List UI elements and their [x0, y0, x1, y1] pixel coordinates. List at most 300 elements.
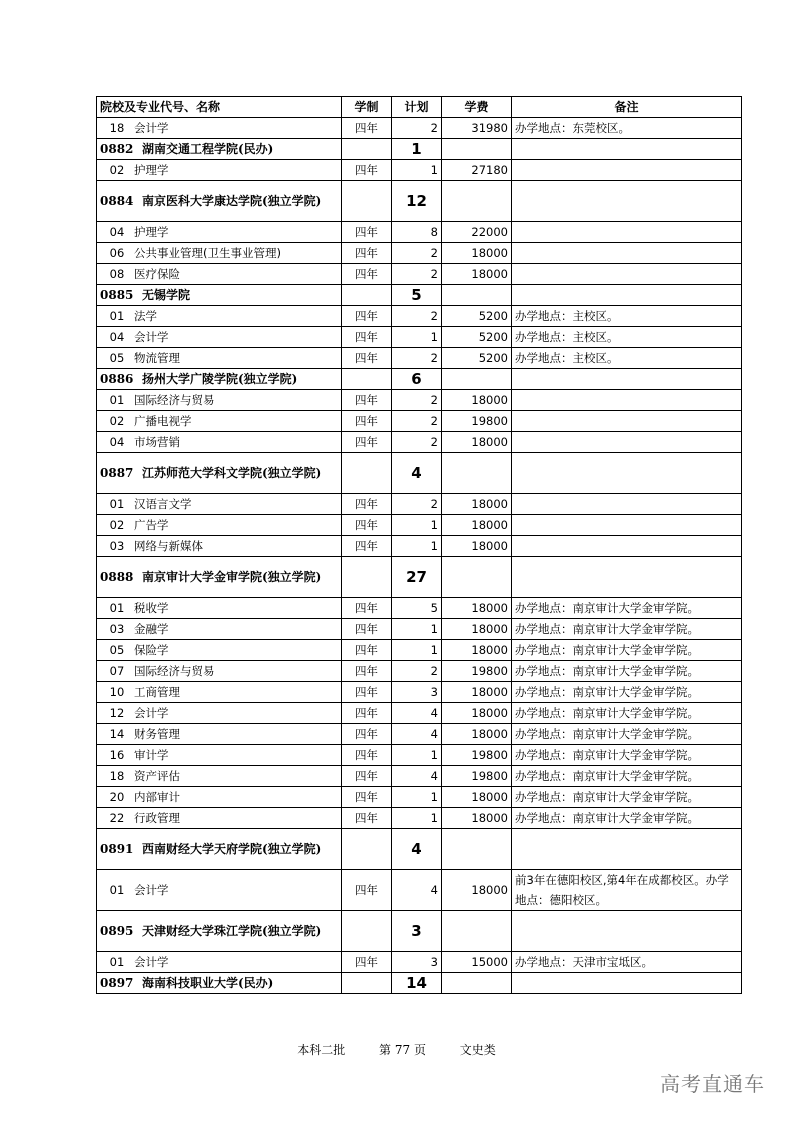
major-row [97, 160, 742, 181]
major-fee-cell: 5200 [442, 348, 512, 369]
major-name: 资产评估 [134, 769, 180, 783]
school-name: 南京医科大学康达学院(独立学院) [142, 194, 322, 208]
major-note-cell [512, 222, 742, 243]
major-length-cell: 四年 [342, 724, 392, 745]
school-fee-cell [442, 181, 512, 222]
major-name: 护理学 [134, 225, 169, 239]
major-fee-cell: 18000 [442, 787, 512, 808]
school-fee-cell [442, 557, 512, 598]
major-plan-cell: 2 [392, 661, 442, 682]
major-length-cell: 四年 [342, 870, 392, 911]
major-fee-cell: 31980 [442, 118, 512, 139]
school-plan-cell: 6 [392, 369, 442, 390]
school-note-cell [512, 285, 742, 306]
school-name-cell [97, 829, 342, 870]
school-plan-cell: 4 [392, 829, 442, 870]
page-footer [0, 1041, 793, 1058]
major-plan-cell: 8 [392, 222, 442, 243]
major-plan-cell: 2 [392, 494, 442, 515]
major-name-cell [97, 640, 342, 661]
major-fee-cell: 18000 [442, 264, 512, 285]
major-length-cell: 四年 [342, 536, 392, 557]
major-fee-cell: 18000 [442, 494, 512, 515]
major-length-cell: 四年 [342, 160, 392, 181]
major-code: 01 [109, 309, 125, 323]
major-name: 汉语言文学 [134, 497, 192, 511]
school-code: 0891 [100, 842, 134, 856]
school-row [97, 139, 742, 160]
major-note-cell: 办学地点：主校区。 [512, 306, 742, 327]
school-code: 0887 [100, 466, 134, 480]
major-name: 市场营销 [134, 435, 180, 449]
major-plan-cell: 1 [392, 745, 442, 766]
major-name-cell [97, 494, 342, 515]
major-fee-cell: 19800 [442, 661, 512, 682]
school-plan-cell: 12 [392, 181, 442, 222]
major-name: 会计学 [134, 706, 169, 720]
school-name-cell [97, 557, 342, 598]
major-plan-cell: 1 [392, 808, 442, 829]
major-name-cell [97, 766, 342, 787]
major-plan-cell: 2 [392, 348, 442, 369]
major-note-cell: 办学地点：南京审计大学金审学院。 [512, 724, 742, 745]
major-name: 国际经济与贸易 [134, 393, 215, 407]
major-length-cell: 四年 [342, 264, 392, 285]
major-length-cell: 四年 [342, 411, 392, 432]
major-row [97, 390, 742, 411]
school-code: 0895 [100, 924, 134, 938]
major-length-cell: 四年 [342, 327, 392, 348]
major-plan-cell: 3 [392, 682, 442, 703]
school-name: 天津财经大学珠江学院(独立学院) [142, 924, 322, 938]
major-plan-cell: 1 [392, 787, 442, 808]
major-fee-cell: 5200 [442, 327, 512, 348]
school-note-cell [512, 181, 742, 222]
major-name-cell [97, 682, 342, 703]
school-note-cell [512, 369, 742, 390]
major-code: 02 [109, 163, 125, 177]
major-code: 02 [109, 518, 125, 532]
school-name: 扬州大学广陵学院(独立学院) [142, 372, 298, 386]
footer-page: 第 77 页 [379, 1043, 426, 1057]
major-note-cell [512, 160, 742, 181]
major-row [97, 745, 742, 766]
table-header-row [97, 97, 742, 118]
school-length-cell [342, 911, 392, 952]
school-note-cell [512, 911, 742, 952]
major-length-cell: 四年 [342, 494, 392, 515]
major-plan-cell: 2 [392, 390, 442, 411]
major-name: 会计学 [134, 121, 169, 135]
major-length-cell: 四年 [342, 787, 392, 808]
school-name-cell [97, 453, 342, 494]
major-code: 04 [109, 225, 125, 239]
school-code: 0897 [100, 976, 134, 990]
major-row [97, 536, 742, 557]
major-fee-cell: 18000 [442, 536, 512, 557]
major-code: 04 [109, 435, 125, 449]
major-name-cell [97, 348, 342, 369]
major-plan-cell: 4 [392, 703, 442, 724]
major-fee-cell: 18000 [442, 640, 512, 661]
major-plan-cell: 2 [392, 432, 442, 453]
school-fee-cell [442, 911, 512, 952]
major-code: 08 [109, 267, 125, 281]
major-code: 01 [109, 883, 125, 897]
major-row [97, 808, 742, 829]
school-note-cell [512, 139, 742, 160]
major-note-cell [512, 536, 742, 557]
major-name-cell [97, 724, 342, 745]
major-code: 18 [109, 769, 125, 783]
school-note-cell [512, 557, 742, 598]
major-name: 广播电视学 [134, 414, 192, 428]
major-plan-cell: 3 [392, 952, 442, 973]
school-name-cell [97, 181, 342, 222]
school-row [97, 911, 742, 952]
major-name-cell [97, 327, 342, 348]
school-name: 江苏师范大学科文学院(独立学院) [142, 466, 322, 480]
major-name-cell [97, 808, 342, 829]
major-code: 06 [109, 246, 125, 260]
school-note-cell [512, 973, 742, 994]
major-plan-cell: 1 [392, 327, 442, 348]
major-fee-cell: 15000 [442, 952, 512, 973]
major-note-cell [512, 432, 742, 453]
major-note-cell: 办学地点：南京审计大学金审学院。 [512, 745, 742, 766]
major-fee-cell: 18000 [442, 808, 512, 829]
major-length-cell: 四年 [342, 682, 392, 703]
school-length-cell [342, 139, 392, 160]
major-note-cell: 办学地点：南京审计大学金审学院。 [512, 703, 742, 724]
major-row [97, 787, 742, 808]
major-name: 法学 [134, 309, 157, 323]
major-row [97, 952, 742, 973]
school-fee-cell [442, 369, 512, 390]
major-note-cell: 办学地点：天津市宝坻区。 [512, 952, 742, 973]
major-name-cell [97, 390, 342, 411]
major-row [97, 724, 742, 745]
major-name: 会计学 [134, 330, 169, 344]
school-plan-cell: 1 [392, 139, 442, 160]
major-note-cell: 办学地点：南京审计大学金审学院。 [512, 808, 742, 829]
major-plan-cell: 1 [392, 640, 442, 661]
major-plan-cell: 4 [392, 870, 442, 911]
table-body [97, 118, 742, 994]
major-fee-cell: 18000 [442, 724, 512, 745]
major-length-cell: 四年 [342, 432, 392, 453]
major-name: 广告学 [134, 518, 169, 532]
major-row [97, 515, 742, 536]
major-name-cell [97, 222, 342, 243]
major-code: 04 [109, 330, 125, 344]
major-name: 税收学 [134, 601, 169, 615]
footer-batch: 本科二批 [297, 1043, 346, 1057]
major-name-cell [97, 745, 342, 766]
major-fee-cell: 19800 [442, 411, 512, 432]
school-length-cell [342, 973, 392, 994]
major-note-cell [512, 411, 742, 432]
major-row [97, 411, 742, 432]
school-plan-cell: 14 [392, 973, 442, 994]
major-code: 02 [109, 414, 125, 428]
major-length-cell: 四年 [342, 390, 392, 411]
major-code: 03 [109, 539, 125, 553]
major-name-cell [97, 306, 342, 327]
major-row [97, 118, 742, 139]
major-row [97, 306, 742, 327]
major-code: 16 [109, 748, 125, 762]
major-plan-cell: 1 [392, 619, 442, 640]
major-name: 金融学 [134, 622, 169, 636]
major-length-cell: 四年 [342, 745, 392, 766]
major-code: 01 [109, 393, 125, 407]
major-name-cell [97, 160, 342, 181]
major-row [97, 494, 742, 515]
major-note-cell: 办学地点：南京审计大学金审学院。 [512, 682, 742, 703]
school-length-cell [342, 369, 392, 390]
major-row [97, 222, 742, 243]
major-code: 18 [109, 121, 125, 135]
major-note-cell [512, 494, 742, 515]
major-length-cell: 四年 [342, 243, 392, 264]
major-name-cell [97, 619, 342, 640]
admission-plan-table [96, 96, 742, 994]
school-plan-cell: 5 [392, 285, 442, 306]
school-code: 0886 [100, 372, 134, 386]
major-row [97, 348, 742, 369]
major-note-cell: 办学地点：东莞校区。 [512, 118, 742, 139]
school-length-cell [342, 453, 392, 494]
major-plan-cell: 2 [392, 264, 442, 285]
school-length-cell [342, 181, 392, 222]
school-fee-cell [442, 829, 512, 870]
major-fee-cell: 18000 [442, 515, 512, 536]
school-fee-cell [442, 285, 512, 306]
major-name: 审计学 [134, 748, 169, 762]
school-fee-cell [442, 453, 512, 494]
major-name: 国际经济与贸易 [134, 664, 215, 678]
header-fee: 学费 [442, 97, 512, 118]
major-note-cell: 办学地点：主校区。 [512, 327, 742, 348]
school-length-cell [342, 557, 392, 598]
major-note-cell: 前3年在德阳校区,第4年在成都校区。办学地点：德阳校区。 [512, 870, 742, 911]
major-fee-cell: 18000 [442, 682, 512, 703]
school-code: 0888 [100, 570, 134, 584]
school-row [97, 829, 742, 870]
header-plan: 计划 [392, 97, 442, 118]
major-length-cell: 四年 [342, 808, 392, 829]
major-name-cell [97, 411, 342, 432]
major-code: 12 [109, 706, 125, 720]
major-plan-cell: 1 [392, 536, 442, 557]
school-row [97, 557, 742, 598]
major-code: 22 [109, 811, 125, 825]
major-note-cell: 办学地点：南京审计大学金审学院。 [512, 598, 742, 619]
major-name: 行政管理 [134, 811, 180, 825]
major-length-cell: 四年 [342, 640, 392, 661]
major-note-cell: 办学地点：南京审计大学金审学院。 [512, 766, 742, 787]
major-plan-cell: 1 [392, 515, 442, 536]
school-code: 0884 [100, 194, 134, 208]
major-code: 01 [109, 955, 125, 969]
major-code: 14 [109, 727, 125, 741]
major-code: 05 [109, 643, 125, 657]
major-note-cell: 办学地点：南京审计大学金审学院。 [512, 787, 742, 808]
watermark-text: 高考直通车 [660, 1072, 765, 1096]
school-row [97, 453, 742, 494]
school-plan-cell: 4 [392, 453, 442, 494]
major-name-cell [97, 787, 342, 808]
major-name-cell [97, 515, 342, 536]
major-name: 工商管理 [134, 685, 180, 699]
major-name: 物流管理 [134, 351, 180, 365]
major-plan-cell: 5 [392, 598, 442, 619]
school-name: 西南财经大学天府学院(独立学院) [142, 842, 322, 856]
major-note-cell [512, 264, 742, 285]
major-name-cell [97, 264, 342, 285]
major-row [97, 870, 742, 911]
school-name: 海南科技职业大学(民办) [142, 976, 274, 990]
major-fee-cell: 27180 [442, 160, 512, 181]
major-name: 护理学 [134, 163, 169, 177]
major-name: 网络与新媒体 [134, 539, 203, 553]
major-row [97, 640, 742, 661]
school-fee-cell [442, 139, 512, 160]
major-plan-cell: 4 [392, 766, 442, 787]
major-length-cell: 四年 [342, 619, 392, 640]
major-fee-cell: 5200 [442, 306, 512, 327]
major-length-cell: 四年 [342, 766, 392, 787]
major-row [97, 682, 742, 703]
school-code: 0885 [100, 288, 134, 302]
header-length: 学制 [342, 97, 392, 118]
major-name-cell [97, 952, 342, 973]
major-length-cell: 四年 [342, 703, 392, 724]
school-row [97, 285, 742, 306]
major-code: 01 [109, 497, 125, 511]
major-plan-cell: 1 [392, 160, 442, 181]
major-length-cell: 四年 [342, 306, 392, 327]
major-code: 10 [109, 685, 125, 699]
major-name-cell [97, 661, 342, 682]
header-note: 备注 [512, 97, 742, 118]
major-name: 会计学 [134, 883, 169, 897]
major-note-cell: 办学地点：南京审计大学金审学院。 [512, 640, 742, 661]
school-name-cell [97, 285, 342, 306]
major-row [97, 703, 742, 724]
major-length-cell: 四年 [342, 952, 392, 973]
major-plan-cell: 2 [392, 306, 442, 327]
major-name: 内部审计 [134, 790, 180, 804]
footer-category: 文史类 [459, 1043, 496, 1057]
major-note-cell [512, 243, 742, 264]
school-plan-cell: 3 [392, 911, 442, 952]
school-name-cell [97, 139, 342, 160]
major-length-cell: 四年 [342, 348, 392, 369]
major-row [97, 432, 742, 453]
major-fee-cell: 18000 [442, 243, 512, 264]
major-fee-cell: 18000 [442, 432, 512, 453]
major-length-cell: 四年 [342, 515, 392, 536]
school-note-cell [512, 829, 742, 870]
school-name: 无锡学院 [142, 288, 191, 302]
major-name-cell [97, 243, 342, 264]
school-fee-cell [442, 973, 512, 994]
major-length-cell: 四年 [342, 661, 392, 682]
school-name-cell [97, 973, 342, 994]
school-row [97, 181, 742, 222]
major-name: 财务管理 [134, 727, 180, 741]
major-plan-cell: 4 [392, 724, 442, 745]
school-note-cell [512, 453, 742, 494]
school-length-cell [342, 285, 392, 306]
major-fee-cell: 18000 [442, 619, 512, 640]
major-name-cell [97, 536, 342, 557]
major-name-cell [97, 703, 342, 724]
major-row [97, 327, 742, 348]
major-fee-cell: 18000 [442, 703, 512, 724]
major-note-cell: 办学地点：主校区。 [512, 348, 742, 369]
major-row [97, 243, 742, 264]
major-length-cell: 四年 [342, 222, 392, 243]
major-row [97, 661, 742, 682]
major-name: 保险学 [134, 643, 169, 657]
major-row [97, 619, 742, 640]
major-fee-cell: 19800 [442, 745, 512, 766]
major-name: 医疗保险 [134, 267, 180, 281]
school-length-cell [342, 829, 392, 870]
major-length-cell: 四年 [342, 598, 392, 619]
major-code: 07 [109, 664, 125, 678]
school-name: 南京审计大学金审学院(独立学院) [142, 570, 322, 584]
school-row [97, 973, 742, 994]
major-name: 会计学 [134, 955, 169, 969]
major-plan-cell: 2 [392, 118, 442, 139]
major-fee-cell: 19800 [442, 766, 512, 787]
major-note-cell [512, 390, 742, 411]
header-name: 院校及专业代号、名称 [97, 97, 342, 118]
major-code: 01 [109, 601, 125, 615]
major-row [97, 264, 742, 285]
school-row [97, 369, 742, 390]
school-name-cell [97, 911, 342, 952]
major-plan-cell: 2 [392, 243, 442, 264]
major-note-cell [512, 515, 742, 536]
major-length-cell: 四年 [342, 118, 392, 139]
major-plan-cell: 2 [392, 411, 442, 432]
major-name-cell [97, 870, 342, 911]
major-row [97, 766, 742, 787]
school-name-cell [97, 369, 342, 390]
major-fee-cell: 18000 [442, 390, 512, 411]
major-code: 05 [109, 351, 125, 365]
major-name-cell [97, 118, 342, 139]
major-note-cell: 办学地点：南京审计大学金审学院。 [512, 661, 742, 682]
school-code: 0882 [100, 142, 134, 156]
major-row [97, 598, 742, 619]
major-name-cell [97, 598, 342, 619]
major-code: 03 [109, 622, 125, 636]
major-note-cell: 办学地点：南京审计大学金审学院。 [512, 619, 742, 640]
school-name: 湖南交通工程学院(民办) [142, 142, 274, 156]
major-fee-cell: 18000 [442, 870, 512, 911]
major-code: 20 [109, 790, 125, 804]
major-name: 公共事业管理(卫生事业管理) [134, 246, 281, 260]
major-fee-cell: 22000 [442, 222, 512, 243]
major-fee-cell: 18000 [442, 598, 512, 619]
major-name-cell [97, 432, 342, 453]
